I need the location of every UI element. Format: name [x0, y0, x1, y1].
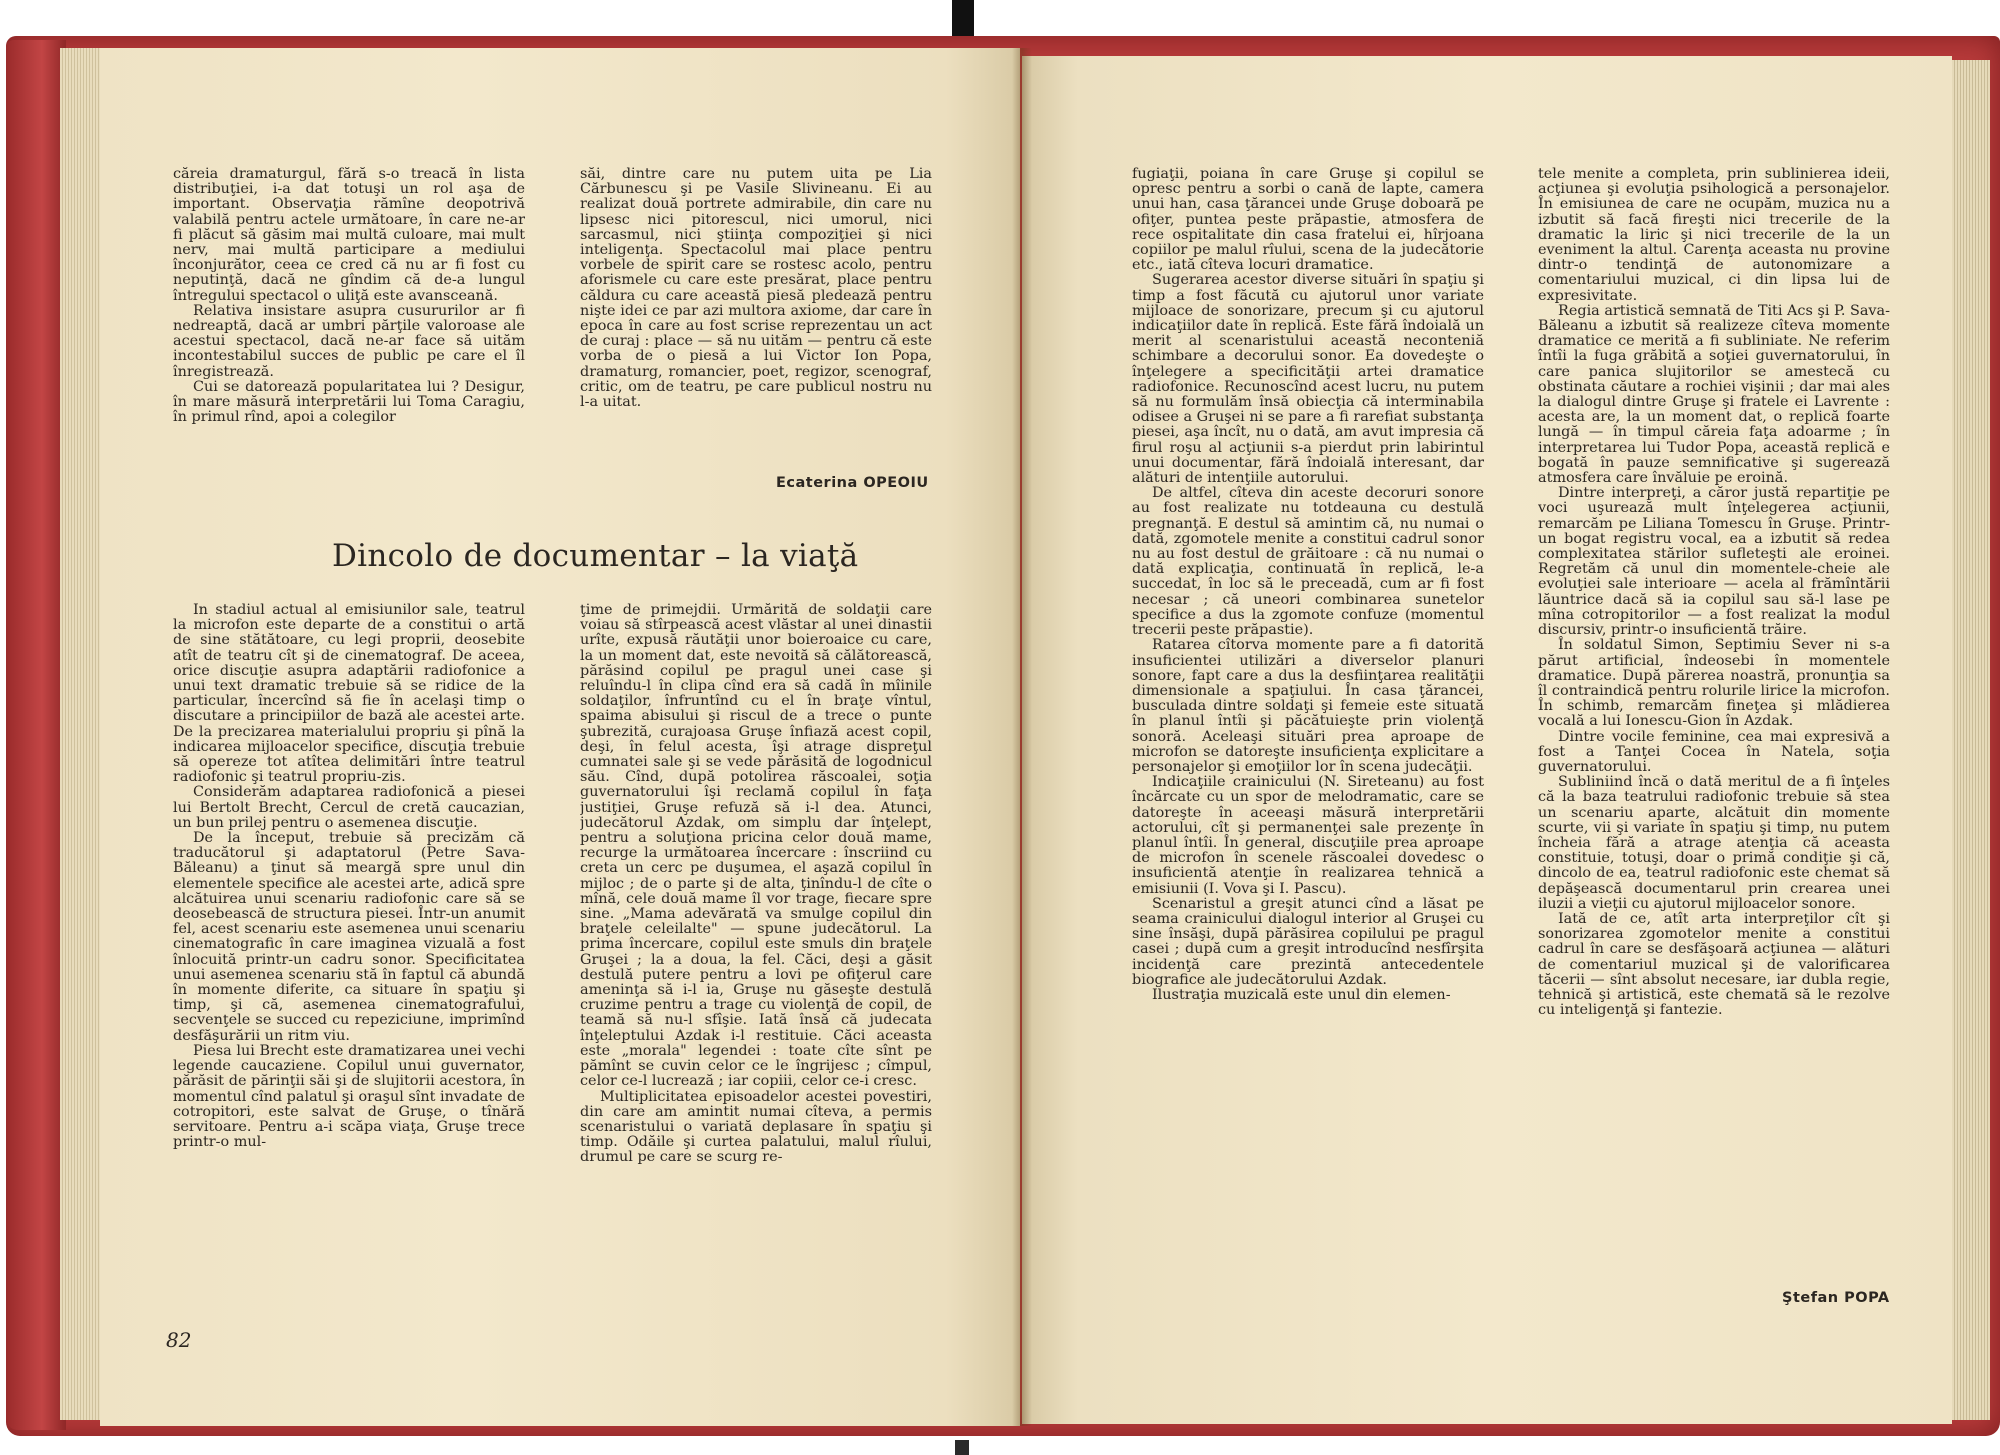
page-number: 82 — [166, 1328, 192, 1352]
prev-article-column-2 — [580, 167, 932, 469]
paragraph: În stadiul actual al emisiunilor sale, teatrul la microfon este departe de a constitui o artă de sine stătătoare, cu legi proprii, deosebite atît de teatru cît şi de cinematograf. De aceea, orice discuţie asupra adaptării radiofonice a unui text dramatic trebuie să se ridice de la particular, încercînd să fie în acelaşi timp o discutare a principiilor de bază ale acestei arte. De la precizarea materialului propriu şi pînă la indicarea mijloacelor specifice, discuţia trebuie să opereze tot atîtea delimitări între teatrul radiofonic şi teatrul propriu-zis. — [173, 603, 525, 786]
paragraph: căreia dramaturgul, fără s-o treacă în lista distribuţiei, i-a dat totuşi un rol aşa de important. Observaţia rămîne deopotrivă valabilă pentru actele următoare, în care ne-ar fi plăcut să găsim mai multă culoare, mai mult nerv, mai multă participare a mediului înconjurător, ceea ce cred că nu ar fi fost cu neputinţă, dacă ne gîndim că de-a lungul întregului spectacol o uliţă este avansceană. — [173, 167, 525, 304]
paragraph: Considerăm adaptarea radiofonică a piesei lui Bertolt Brecht, Cercul de cretă caucazian, un bun prilej pentru o asemenea discuţie. — [173, 784, 525, 831]
paragraph: săi, dintre care nu putem uita pe Lia Cărbunescu şi pe Vasile Slivineanu. Ei au realizat două portrete admirabile, din care nu lipsesc nici pitorescul, nici umorul, nici sarcasmul, nici ştiinţa compoziţiei şi nici inteligenţa. Spectacolul mai place pentru vorbele de spirit care se rostesc acolo, pentru aforismele cu care este presărat, place pentru căldura cu care această piesă pledează pentru nişte idei ce par azi multora axiome, dar care în epoca în care au fost scrise reprezentau un act de curaj : place — să nu uităm — pentru că este vorba de o piesă a lui Victor Ion Popa, dramaturg, romancier, poet, regizor, scenograf, critic, om de teatru, pe care publicul nostru nu l-a uitat. — [580, 167, 932, 411]
paragraph: fugiaţii, poiana în care Gruşe şi copilul se opresc pentru a sorbi o cană de lapte, camera unui han, casa ţărancei unde Gruşe doboară pe ofiţer, puntea peste prăpastie, atmosfera de rece ospitalitate din casa fratelui ei, hîrjoana copiilor pe malul rîului, scena de la judecătorie etc., iată cîteva locuri dramatice. — [1132, 167, 1484, 274]
paragraph: Dintre interpreţi, a căror justă repartiţie pe voci uşurează mult înţelegerea acţiunii, remarcăm pe Liliana Tomescu în Gruşe. Printr-un bogat registru vocal, ea a izbutit să redea complexitatea stărilor sufleteşti ale eroinei. Regretăm că unul din momentele-cheie ale evoluţiei sale interioare — acela al frămîntării lăuntrice dacă să ia copilul sau să-l lase pe mîna cotropitorilor — a fost realizat la modul discursiv, printr-o insuficientă trăire. — [1538, 485, 1890, 639]
paragraph: Dintre vocile feminine, cea mai expresivă a fost a Tanţei Cocea în Natela, soţia guvernatorului. — [1538, 728, 1890, 775]
article-column-3 — [1132, 167, 1484, 1317]
paragraph: tele menite a completa, prin sublinierea ideii, acţiunea şi evoluţia psihologică a personajelor. În emisiunea de care ne ocupăm, muzica nu a izbutit să facă fireşti nici trecerile de la dramatic la liric şi nici trecerile de la un eveniment la altul. Carenţa aceasta nu provine dintr-o tendinţă de autonomizare a comentariului muzical, ci din lipsa lui de expresivitate. — [1538, 167, 1890, 304]
paragraph: De altfel, cîteva din aceste decoruri sonore au fost realizate nu totdeauna cu destulă pregnanţă. E destul să amintim că, nu numai o dată, zgomotele menite a constitui cadrul sonor nu au fost destul de grăitoare : că nu numai o dată explicaţia, continuată în replică, le-a succedat, în loc să le preceadă, cum ar fi fost necesar ; că uneori combinarea sunetelor specifice a dus la zgomote confuze (momentul trecerii peste prăpastie). — [1132, 485, 1484, 639]
paragraph: Ilustraţia muzicală este unul din elemen- — [1152, 986, 1451, 1003]
paragraph: Regia artistică semnată de Titi Acs şi P. Sava-Băleanu a izbutit să realizeze cîteva momente dramatice ce merită a fi subliniate. Ne referim întîi la fuga grăbită a soţiei guvernatorului, în care panica slujitorilor se amestecă cu obstinata căutare a rochiei vişinii ; dar mai ales la dialogul dintre Gruşe şi fratele ei Lavrente : acesta are, la un moment dat, o replică foarte lungă — în timpul căreia faţa adoarme ; în interpretarea lui Tudor Popa, această replică e bogată în pauze semnificative şi sugerează atmosfera care învăluie pe eroină. — [1538, 302, 1890, 487]
paragraph: Scenaristul a greşit atunci cînd a lăsat pe seama crainicului dialogul interior al Gruşei cu sine însăşi, după părăsirea copilului pe pragul casei ; după cum a greşit introducînd nesfîrşita incidenţă care prezintă antecedentele biografice ale judecătorului Azdak. — [1132, 895, 1484, 988]
paragraph: Ratarea cîtorva momente pare a fi datorită insuficientei utilizări a diverselor planuri sonore, fapt care a dus la desfiinţarea realităţii dimensionale a spaţiului. În casa ţărancei, busculada dintre soldaţi şi femeie este situată în planul întîi şi păcătuieşte prin violenţă sonoră. Aceleaşi situări prea aproape de microfon se datoreşte insuficienţa explicitare a personajelor şi emoţiilor lor în scena judecăţii. — [1132, 637, 1484, 775]
prev-article-signature: Ecaterina OPEOIU — [776, 475, 929, 491]
paragraph: În soldatul Simon, Septimiu Sever ni s-a părut artificial, îndeosebi în momentele dramatice. După părerea noastră, pronunţia sa îl contraindică pentru rolurile lirice la microfon. În schimb, remarcăm fineţea şi mlădierea vocală a lui Ionescu-Gion în Azdak. — [1538, 637, 1890, 730]
paragraph: Iată de ce, atît arta interpreţilor cît şi sonorizarea zgomotelor menite a constitui cadrul în care se desfăşoară acţiunea — alături de comentariul muzical şi de valorificarea tăcerii — sînt absolut necesare, iar dubla regie, tehnică şi artistică, este chemată să le rezolve cu inteligenţă şi fantezie. — [1538, 910, 1890, 1019]
article-column-4 — [1538, 167, 1890, 1289]
prev-article-column-1 — [173, 167, 525, 485]
article-column-1 — [173, 603, 525, 1315]
scan-marker-bottom — [955, 1440, 969, 1455]
article-title: Dincolo de documentar – la viaţă — [332, 538, 859, 574]
paragraph: Indicaţiile crainicului (N. Sireteanu) au fost încărcate cu un spor de melodramatic, care se datoreşte în aceeaşi măsură interpretării actorului, cît şi permanenţei sale prezenţe în planul întîi. În general, discuţiile prea aproape de microfon în scenele răscoalei dovedesc o insuficientă atenţie în realizarea tehnică a emisiunii (I. Vova şi I. Pascu). — [1132, 774, 1484, 897]
paragraph: Sugerarea acestor diverse situări în spaţiu şi timp a fost făcută cu ajutorul unor variate mijloace de sonorizare, precum şi cu ajutorul indicaţiilor date în replică. Este fără îndoială un merit al scenaristului această neconteniă schimbare a decorului sonor. Ea dovedeşte o înţelegere a specificităţii artei dramatice radiofonice. Recunoscînd acest lucru, nu putem să nu formulăm însă obiecţia că interminabila odisee a Gruşei ni se pare a fi rarefiat substanţa piesei, aşa încît, nu o dată, am avut impresia că firul roşu al acţiunii s-a pierdut prin labirintul unui documentar, fără îndoială interesant, dar alături de intenţiile autorului. — [1132, 272, 1484, 487]
paragraph: Subliniind încă o dată meritul de a fi înţeles că la baza teatrului radiofonic trebuie să stea un scenariu aparte, alcătuit din momente scurte, vii şi variate în spaţiu şi timp, nu putem încheia fără a atrage atenţia că aceasta constituie, totuşi, doar o primă condiţie şi că, dincolo de ea, teatrul radiofonic este chemat să depăşească documentarul prin crearea unei iluzii a vieţii cu ajutorul mijloacelor sonore. — [1538, 774, 1890, 912]
article-column-2 — [580, 603, 932, 1315]
paragraph: Piesa lui Brecht este dramatizarea unei vechi legende caucaziene. Copilul unui guvernator, părăsit de părinţii săi şi de slujitorii acestora, în momentul cînd palatul şi oraşul sînt invadate de cotropitori, este salvat de Gruşe, o tînără servitoare. Pentru a-i scăpa viaţa, Gruşe trece printr-o mul- — [173, 1042, 525, 1151]
paragraph: ţime de primejdii. Urmărită de soldaţii care voiau să stîrpească acest vlăstar al unei dinastii urîte, expusă răutăţii unor boieroaice cu care, la un moment dat, este nevoită să călătorească, părăsind copilul pe pragul unei case şi reluîndu-l în clipa cînd era să cadă în mîinile soldaţilor, înfruntînd cu el în braţe vîntul, spaima abisului şi riscul de a trece o punte şubrezită, curajoasa Gruşe înfiază acest copil, deşi, în felul acesta, îşi atrage dispreţul cumnatei sale şi se vede părăsită de logodnicul său. Cînd, după potolirea răscoalei, soţia guvernatorului îşi reclamă copilul în faţa justiţiei, Gruşe refuză să i-l dea. Atunci, judecătorul Azdak, om simplu dar înţelept, pentru a soluţiona pricina celor două mame, recurge la următoarea încercare : înscriind cu creta un cerc pe duşumea, el aşază copilul în mijloc ; de o parte şi de alta, ţinîndu-l de cîte o mînă, cele două mame îl vor trage, fiecare spre sine. „Mama adevărată va smulge copilul din braţele celeilalte" — spune judecătorul. La prima încercare, copilul este smuls din braţele Gruşei ; la a doua, la fel. Căci, deşi a găsit destulă putere pentru a lovi pe ofiţerul care ameninţa să i-l ia, Gruşe nu găseşte destulă cruzime pentru a trage cu violenţă de copil, de teamă să nu-l sfîşie. Iată însă că judecata înţeleptului Azdak i-l restituie. Căci aceasta este „morala" legendei : toate cîte sînt pe pămînt se cuvin celor ce le îngrijesc ; cîmpul, celor ce-l lucrează ; iar copiii, celor ce-i cresc. — [580, 603, 932, 1090]
scan-marker-top — [952, 0, 974, 38]
paragraph: De la început, trebuie să precizăm că traducătorul şi adaptatorul (Petre Sava-Băleanu) a ţinut să meargă spre unul din elementele specifice ale acestei arte, adică spre alcătuirea unui scenariu radiofonic care să se deosebească de structura piesei. Într-un anumit fel, acest scenariu este asemenea unui scenariu cinematografic în care imaginea vizuală a fost înlocuită printr-un cadru sonor. Specificitatea unui asemenea scenariu stă în faptul că abundă în momente diferite, ca situare în spaţiu şi timp, şi că, asemenea cinematografului, secvenţele se succed cu repeziciune, imprimînd desfăşurării un ritm viu. — [173, 830, 525, 1044]
article-signature: Ştefan POPA — [1782, 1290, 1890, 1306]
paragraph: Multiplicitatea episoadelor acestei povestiri, din care am amintit numai cîteva, a permis scenaristului o variată deplasare în spaţiu şi timp. Odăile şi curtea palatului, malul rîului, drumul pe care se scurg re- — [580, 1088, 932, 1166]
cover-spine-edge — [6, 40, 66, 1430]
paragraph: Relativa insistare asupra cusururilor ar fi nedreaptă, dacă ar umbri părţile valoroase ale acestui spectacol, dacă ne-ar face să uităm incontestabilul succes de public pe care el îl înregistrează. — [173, 302, 525, 380]
book-gutter — [1012, 48, 1032, 1426]
paragraph: Cui se datorează popularitatea lui ? Desigur, în mare măsură interpretării lui Toma Caragiu, în primul rînd, apoi a colegilor — [173, 378, 525, 426]
